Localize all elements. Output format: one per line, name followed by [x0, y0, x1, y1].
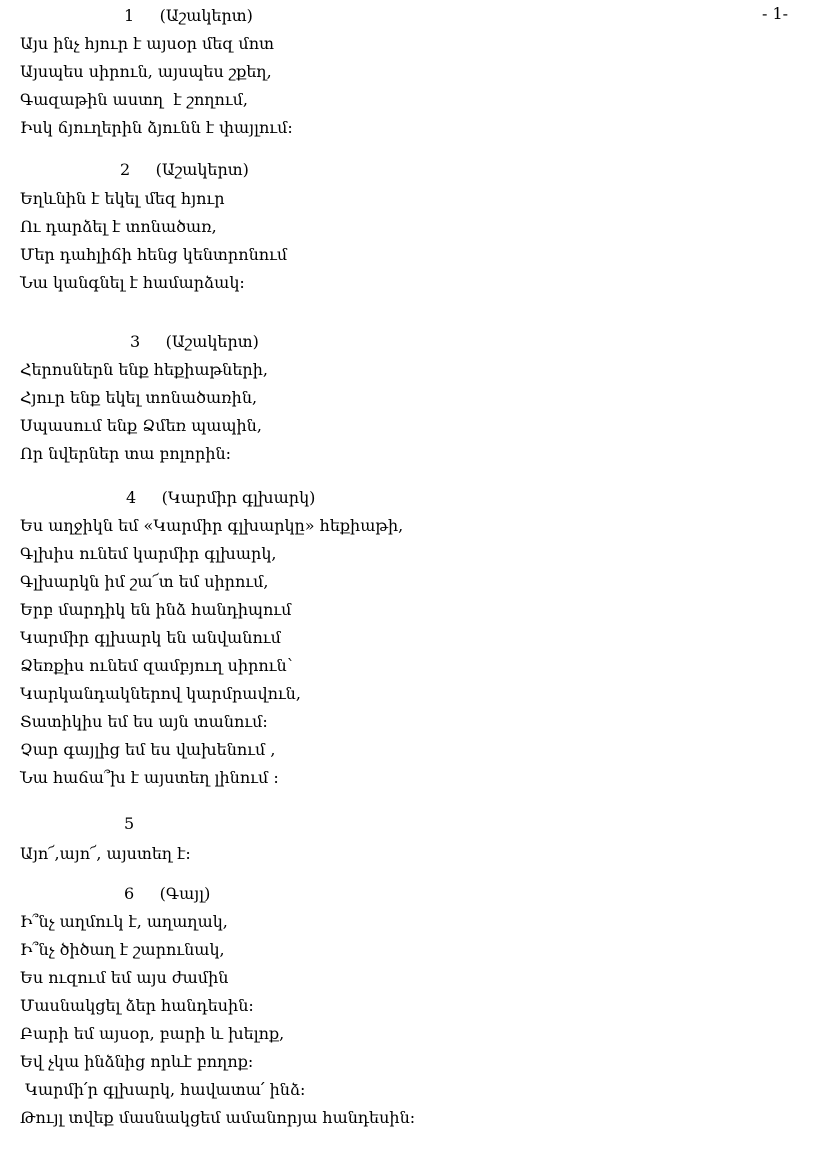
verse-line: Մեր դահլիճի հենց կենտրոնում [20, 245, 288, 264]
verse-line: Նա հաճա՞խ է այստեղ լինում : [20, 768, 279, 787]
section-heading: 4 (Կարմիր գլխարկ) [126, 488, 316, 507]
verse-line: Այսպես սիրուն, այսպես շքեղ, [20, 62, 272, 81]
verse-line: Գլխիս ունեմ կարմիր գլխարկ, [20, 544, 277, 563]
section-heading: 6 (Գայլ) [124, 884, 211, 903]
verse-line: Նա կանգնել է համարձակ: [20, 273, 245, 292]
verse-line: Հյուր ենք եկել տոնածառին, [20, 388, 258, 407]
verse-line: Ի՞նչ աղմուկ է, աղաղակ, [20, 912, 228, 931]
verse-line: Չար գայլից եմ ես վախենում , [20, 740, 276, 759]
verse-line: Գազաթին աստղ է շողում, [20, 90, 249, 109]
verse-line: Եղևնին է եկել մեզ հյուր [20, 189, 225, 208]
verse-line: Տատիկիս եմ ես այն տանում: [20, 712, 268, 731]
page-number: - 1- [762, 4, 789, 23]
verse-line: Սպասում ենք Ձմեռ պապին, [20, 416, 262, 435]
verse-line: Կարկանդակներով կարմրավուն, [20, 684, 301, 703]
section-heading: 3 (Աշակերտ) [130, 332, 259, 351]
section-heading: 5 [124, 814, 135, 833]
verse-line: Ես աղջիկն եմ «Կարմիր գլխարկը» հեքիաթի, [20, 516, 404, 535]
verse-line: Իսկ ճյուղերին ձյունն է փայլում: [20, 118, 293, 137]
verse-line: Մասնակցել ձեր հանդեսին: [20, 996, 254, 1015]
verse-line: Բարի եմ այսօր, բարի և խելոք, [20, 1024, 285, 1043]
section-heading: 2 (Աշակերտ) [120, 160, 249, 179]
verse-line: Հերոսներն ենք հեքիաթների, [20, 360, 268, 379]
verse-line: Որ նվերներ տա բոլորին: [20, 444, 232, 463]
verse-line: Ես ուզում եմ այս ժամին [20, 968, 229, 987]
verse-line: Կարմի՛ր գլխարկ, հավատա՛ ինձ: [20, 1080, 306, 1099]
verse-line: Այս ինչ հյուր է այսօր մեզ մոտ [20, 34, 274, 53]
verse-line: Ու դարձել է տոնածառ, [20, 217, 217, 236]
verse-line: Ձեռքիս ունեմ զամբյուղ սիրուն՝ [20, 656, 293, 675]
verse-line: Եվ չկա ինձնից որևէ բողոք: [20, 1052, 254, 1071]
verse-line: Թույլ տվեք մասնակցեմ ամանորյա հանդեսին: [20, 1108, 416, 1127]
section-heading: 1 (Աշակերտ) [124, 6, 253, 25]
verse-line: Կարմիր գլխարկ են անվանում [20, 628, 281, 647]
verse-line: Երբ մարդիկ են ինձ հանդիպում [20, 600, 292, 619]
verse-line: Գլխարկն իմ շա՜տ եմ սիրում, [20, 572, 269, 591]
verse-line: Ի՞նչ ծիծաղ է շարունակ, [20, 940, 225, 959]
verse-line: Այո՜,այո՜, այստեղ է: [20, 844, 191, 863]
